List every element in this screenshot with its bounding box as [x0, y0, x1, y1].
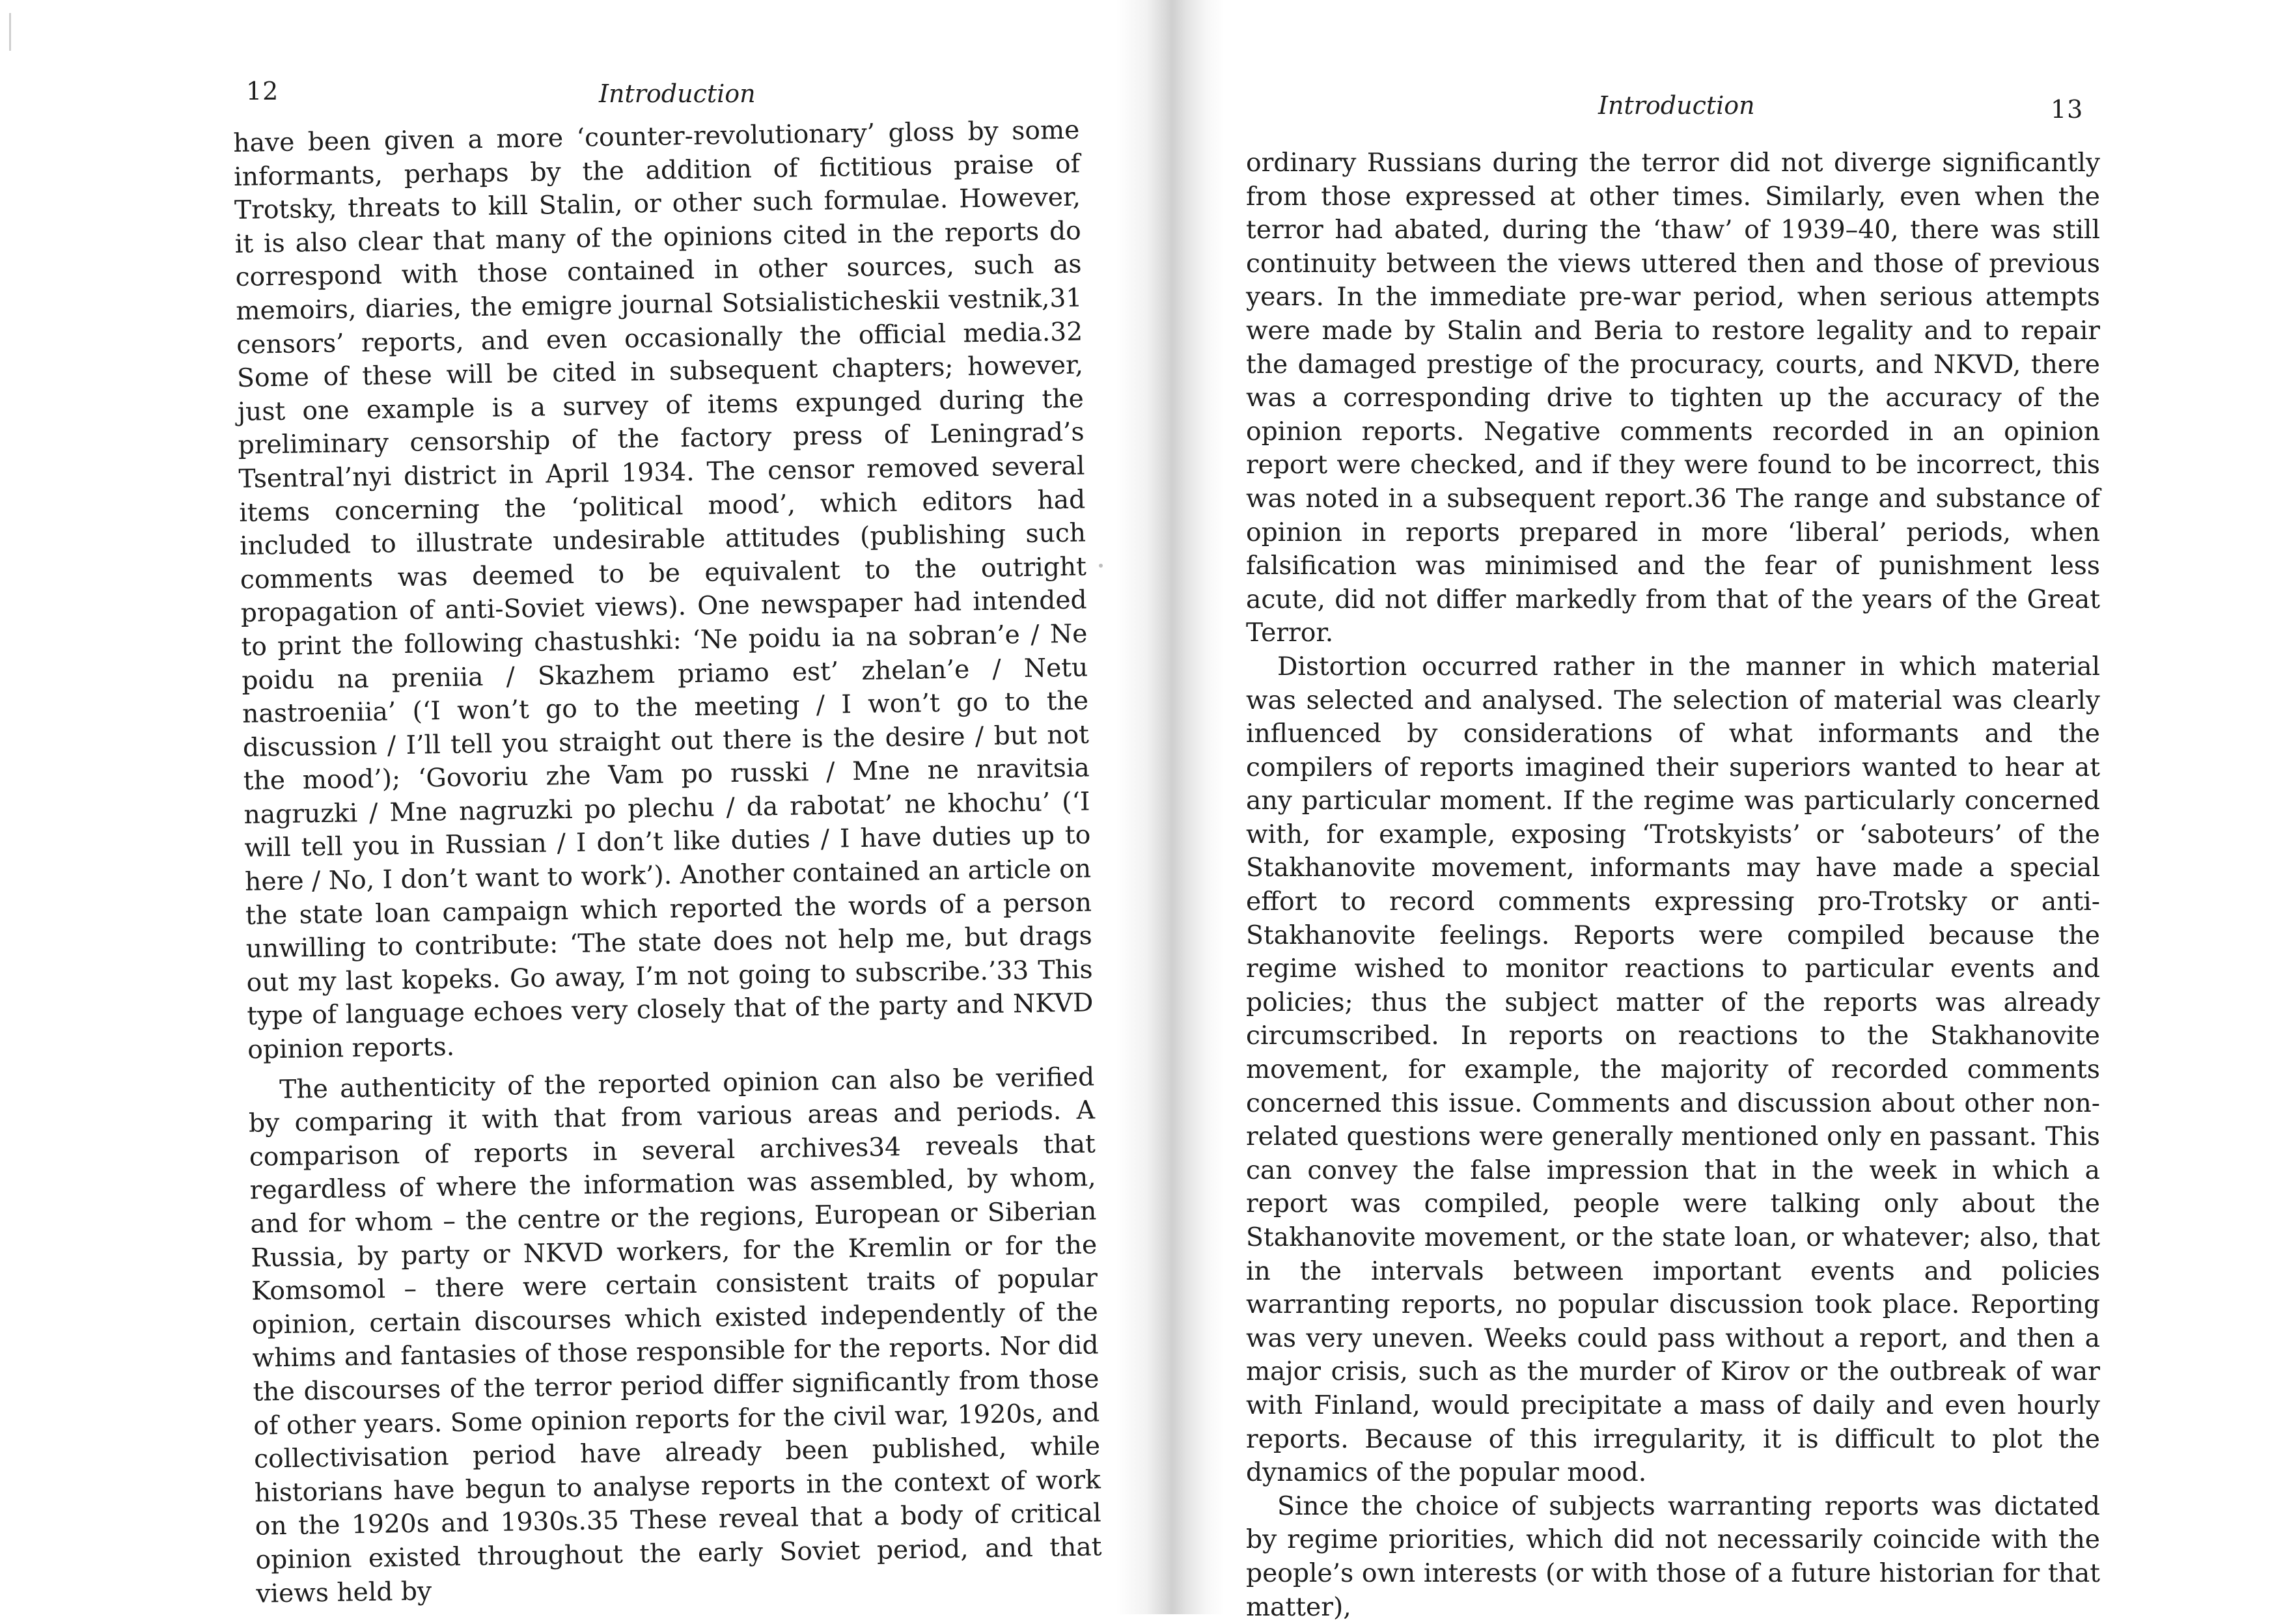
- paragraph: Distortion occurred rather in the manner in which material was selected and analysed. The selection of material was clearly influenced by considerations of what informants and the compilers of reports imagined their superiors wanted to hear at any particular moment. If the regime was particularly concerned with, for example, exposing ‘Trotskyists’ or ‘saboteurs’ of the Stakhanovite movement, informants may have made a special effort to record comments expressing pro-Trotsky or anti-Stakhanovite feelings. Reports were compiled because the regime wished to monitor reactions to particular events and policies; thus the subject matter of the reports was already circumscribed. In reports on reactions to the Stakhanovite movement, for example, the majority of recorded comments concerned this issue. Comments and discussion about other non-related questions were generally mentioned only en passant. This can convey the false impression that in the week in which a report was compiled, people were talking only about the Stakhanovite movement, or the state loan, or whatever; also, that in the intervals between important events and policies warranting reports, no popular discussion took place. Reporting was very uneven. Weeks could pass without a report, and then a major crisis, such as the murder of Kirov or the outbreak of war with Finland, would precipitate a mass of daily and even hourly reports. Because of this irregularity, it is difficult to plot the dynamics of the popular mood.: [1246, 652, 2100, 1488]
- left-page: [0, 0, 1116, 1614]
- running-head: Introduction: [1598, 91, 1755, 120]
- paragraph: The authenticity of the reported opinion can also be verified by comparing it with that from various areas and periods. A comparison of reports in several archives34 reveals that regardless of where the information was assembled, by whom, and for whom – the centre or the regions, European or Siberian Russia, by party or NKVD workers, for the Kremlin or for the Komsomol – there were certain consistent traits of popular opinion, certain discourses which existed independently of the whims and fantasies of those responsible for the reports. Nor did the discourses of the terror period differ significantly from those of other years. Some opinion reports for the civil war, 1920s, and collectivisation period have already been published, while historians have begun to analyse reports in the context of work on the 1920s and 1930s.35 These reveal that a body of critical opinion existed throughout the early Soviet period, and that views held by: [248, 1062, 1102, 1609]
- body-text: [1246, 146, 2100, 1624]
- page-number: 12: [246, 77, 279, 105]
- paragraph: Since the choice of subjects warranting reports was dictated by regime priorities, which did not necessarily coincide with the people’s own interests (or with those of a future historian for that matter),: [1246, 1491, 2100, 1622]
- margin-dot: [1099, 564, 1103, 568]
- page-number: 13: [2051, 95, 2084, 124]
- paragraph: have been given a more ‘counter-revolutionary’ gloss by some informants, perhaps by the addition of fictitious praise of Trotsky, threats to kill Stalin, or other such formulae. However, it is also clear that many of the opinions cited in the reports do correspond with those contained in other sources, such as memoirs, diaries, the emigre journal Sotsialisticheskii vestnik,31 censors’ reports, and even occasionally the official media.32 Some of these will be cited in subsequent chapters; however, just one example is a survey of items expunged during the preliminary censorship of the factory press of Leningrad’s Tsentral’nyi district in April 1934. The censor removed several items concerning the ‘political mood’, which editors had included to illustrate undesirable attitudes (publishing such comments was deemed to be equivalent to the outright propagation of anti-Soviet views). One newspaper had intended to print the following chastushki: ‘Ne poidu ia na sobran’e / Ne poidu na preniia / Skazhem priamo est’ zhelan’e / Netu nastroeniia’ (‘I won’t go to the meeting / I won’t go to the discussion / I’ll tell you straight out there is the desire / but not the mood’); ‘Govoriu zhe Vam po russki / Mne ne nravitsia nagruzki / Mne nagruzki po plechu / da rabotat’ ne khochu’ (‘I will tell you in Russian / I don’t like duties / I have duties up to here / No, I don’t want to work’). Another contained an article on the state loan campaign which reported the words of a person unwilling to contribute: ‘The state does not help me, but drags out my last kopeks. Go away, I’m not going to subscribe.’33 This type of language echoes very closely that of the party and NKVD opinion reports.: [233, 115, 1094, 1065]
- running-head: Introduction: [599, 79, 756, 108]
- right-page: [1224, 0, 2283, 1622]
- paragraph: ordinary Russians during the terror did not diverge significantly from those expressed at other times. Similarly, even when the terror had abated, during the ‘thaw’ of 1939–40, there was still continuity between the views uttered then and those of previous years. In the immediate pre-war period, when serious attempts were made by Stalin and Beria to restore legality and to repair the damaged prestige of the procuracy, courts, and NKVD, there was a corresponding drive to tighten up the accuracy of the opinion reports. Negative comments recorded in an opinion report were checked, and if they were found to be incorrect, this was noted in a subsequent report.36 The range and substance of opinion in reports prepared in more ‘liberal’ periods, when falsification was minimised and the fear of punishment less acute, did not differ markedly from that of the years of the Great Terror.: [1246, 148, 2100, 648]
- body-text: [233, 114, 1103, 1611]
- book-spine-gutter: [1116, 0, 1224, 1614]
